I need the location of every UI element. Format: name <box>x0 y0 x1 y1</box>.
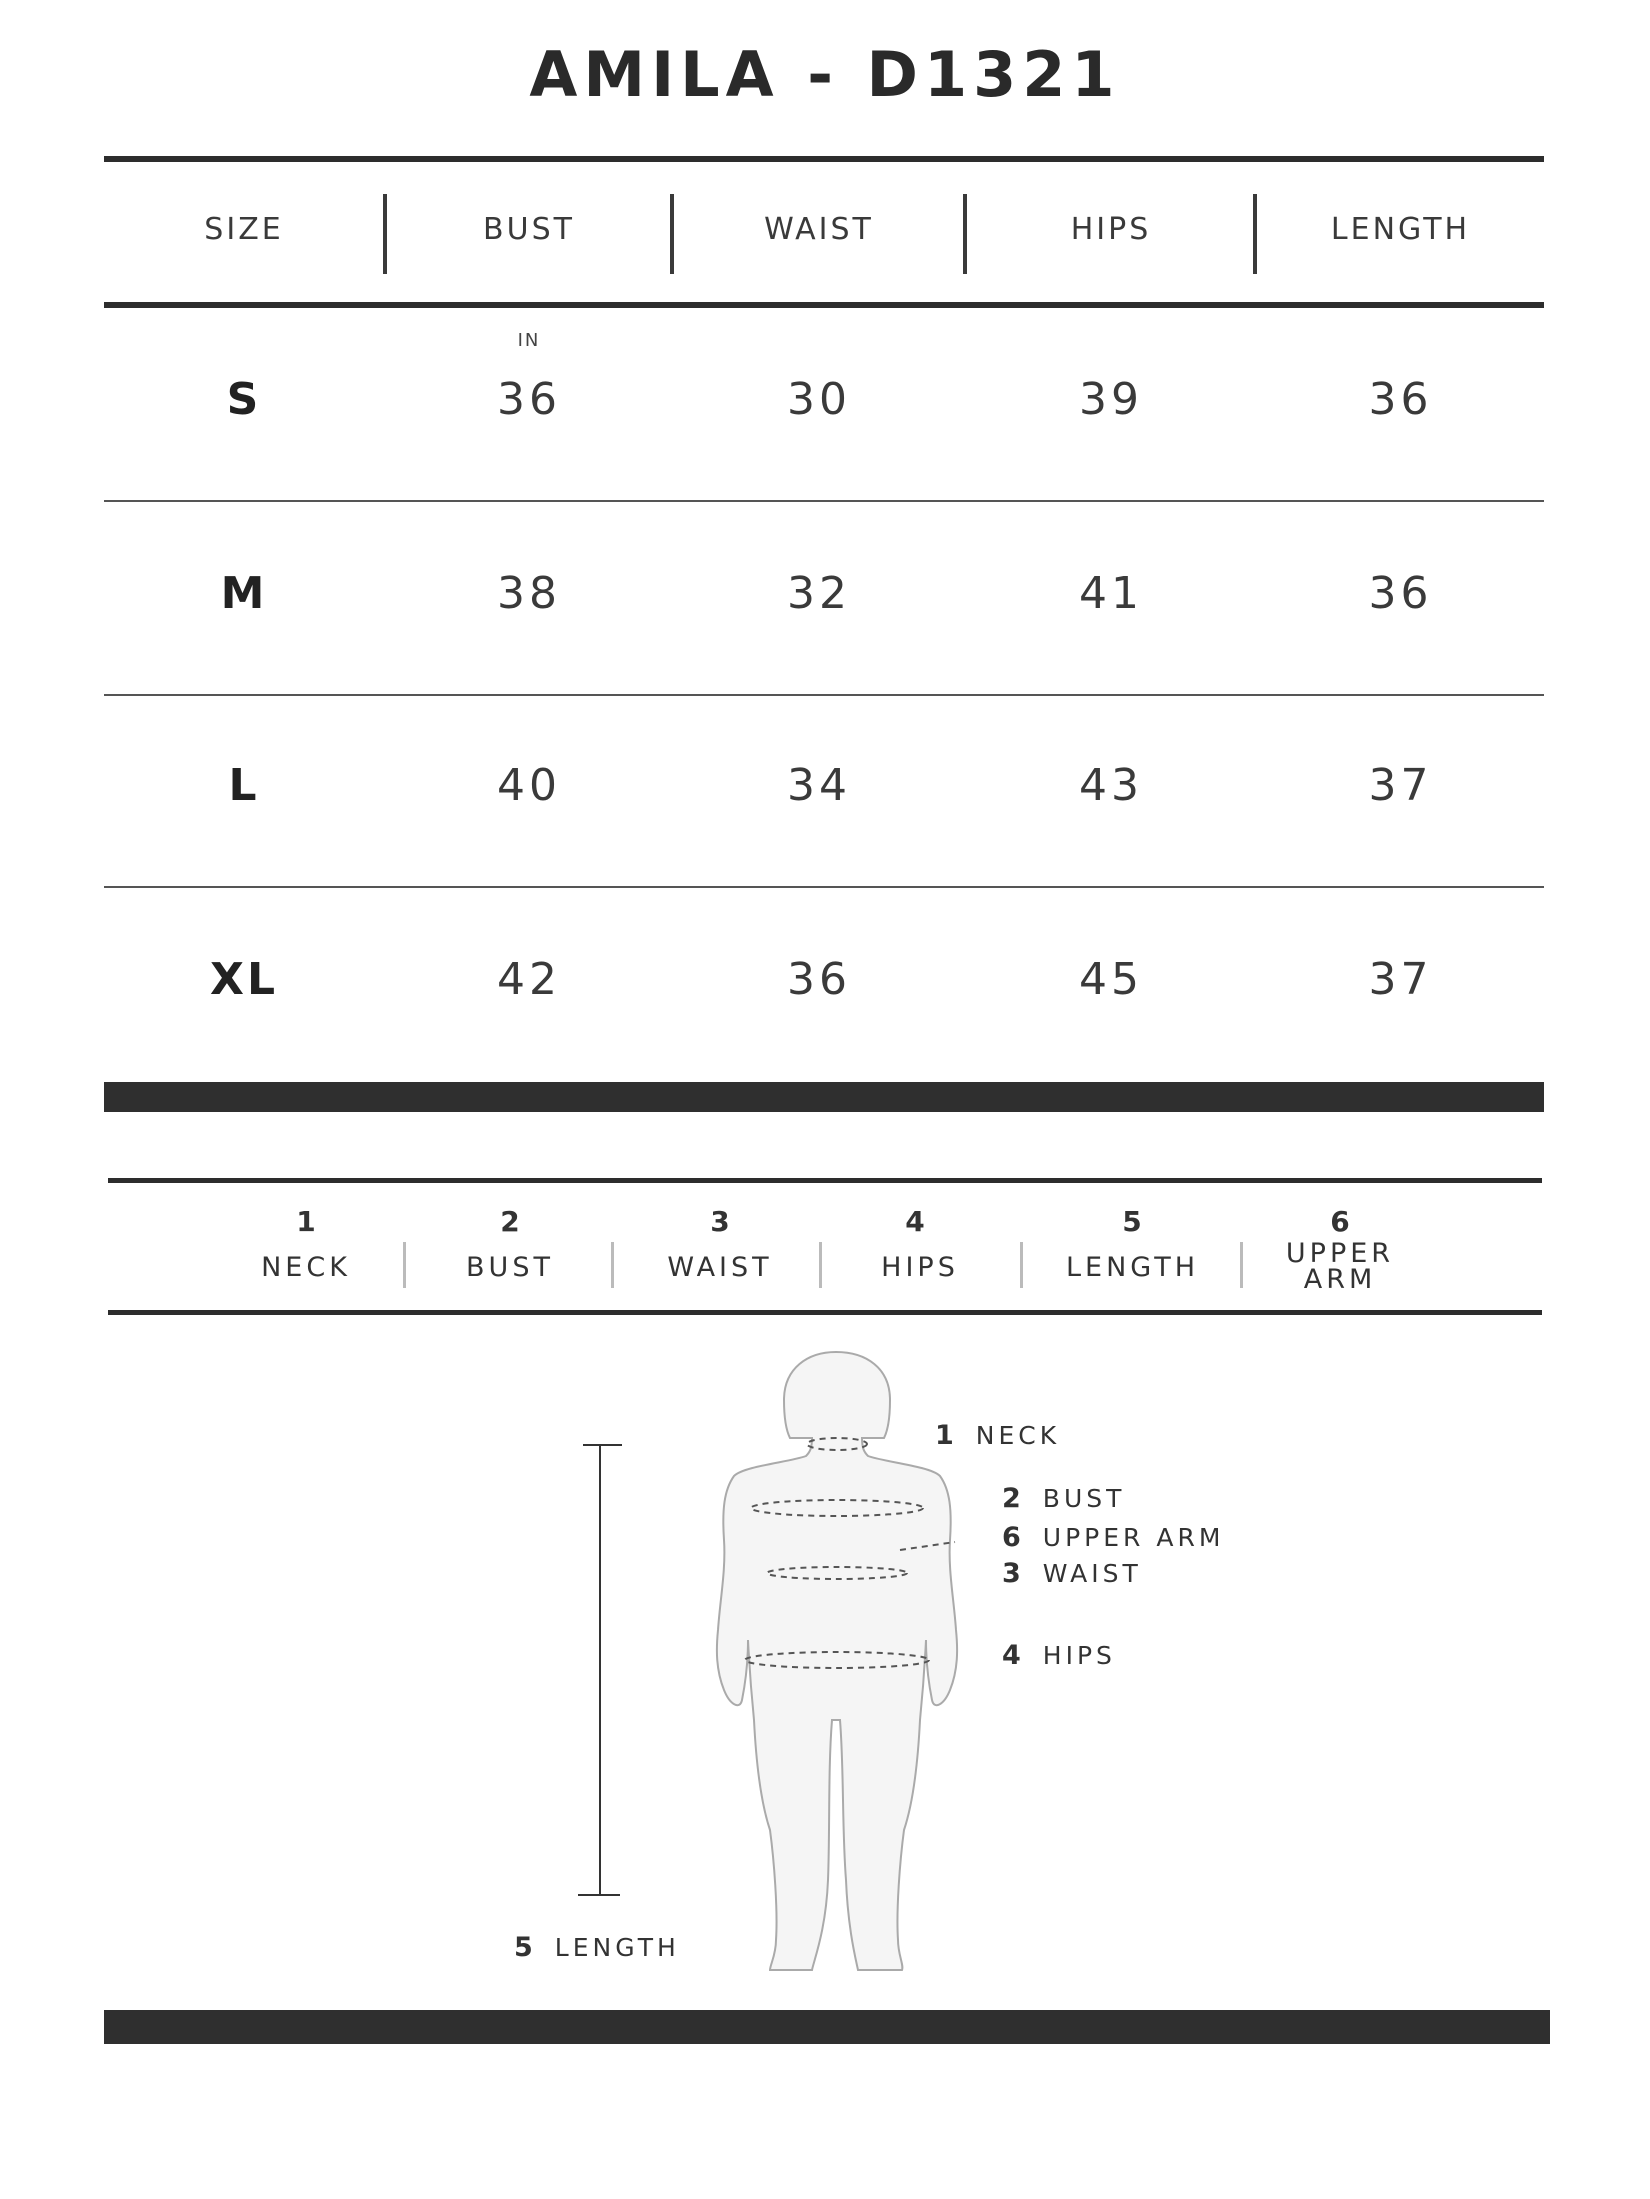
guide-label-hips: HIPS <box>881 1252 959 1283</box>
guide-label-length: LENGTH <box>1065 1252 1200 1283</box>
guide-label-neck: NECK <box>261 1252 351 1283</box>
table-cell-size: S <box>226 374 262 425</box>
mannequin-outline <box>717 1352 957 1970</box>
table-cell-hips: 43 <box>1079 760 1143 811</box>
header-waist: WAIST <box>764 212 874 247</box>
bottom-bar <box>104 2010 1550 2044</box>
table-cell-hips: 45 <box>1079 954 1143 1005</box>
table-cell-waist: 36 <box>787 954 851 1005</box>
page-title: AMILA - D1321 <box>529 38 1121 111</box>
header-size: SIZE <box>204 212 284 247</box>
guide-number: 3 <box>710 1205 730 1238</box>
table-cell-length: 37 <box>1368 760 1433 811</box>
guide-number: 6 <box>1330 1205 1350 1238</box>
table-cell-hips: 41 <box>1079 568 1143 619</box>
guide-number: 4 <box>905 1205 925 1238</box>
table-cell-waist: 34 <box>787 760 851 811</box>
table-cell-size: L <box>228 760 260 811</box>
table-cell-length: 37 <box>1368 954 1433 1005</box>
figure-label-upper-arm: 6 UPPER ARM <box>1002 1522 1225 1553</box>
guide-number: 1 <box>296 1205 316 1238</box>
length-measure-line <box>578 1445 622 1895</box>
header-length: LENGTH <box>1330 212 1471 247</box>
table-cell-waist: 32 <box>787 568 851 619</box>
figure-label-hips: 4 HIPS <box>1002 1640 1116 1671</box>
figure-label-length: 5 LENGTH <box>514 1932 680 1963</box>
table-cell-bust: 42 <box>497 954 561 1005</box>
table-cell-hips: 39 <box>1079 374 1143 425</box>
table-cell-waist: 30 <box>787 374 851 425</box>
unit-label: IN <box>517 330 541 351</box>
table-cell-length: 36 <box>1368 568 1433 619</box>
table-cell-bust: 40 <box>497 760 561 811</box>
figure-label-neck: 1 NECK <box>935 1420 1061 1451</box>
table-cell-size: M <box>220 568 268 619</box>
figure-label-bust: 2 BUST <box>1002 1483 1126 1514</box>
guide-label-upper-arm: UPPER ARM <box>1285 1238 1395 1295</box>
guide-number: 5 <box>1122 1205 1142 1238</box>
guide-label-bust: BUST <box>466 1252 554 1283</box>
table-cell-bust: 38 <box>497 568 561 619</box>
table-cell-size: XL <box>210 954 278 1005</box>
table-cell-length: 36 <box>1368 374 1433 425</box>
table-cell-bust: 36 <box>497 374 561 425</box>
figure-label-waist: 3 WAIST <box>1002 1558 1142 1589</box>
header-hips: HIPS <box>1070 212 1152 247</box>
guide-number: 2 <box>500 1205 520 1238</box>
header-bust: BUST <box>483 212 575 247</box>
guide-label-waist: WAIST <box>667 1252 773 1283</box>
